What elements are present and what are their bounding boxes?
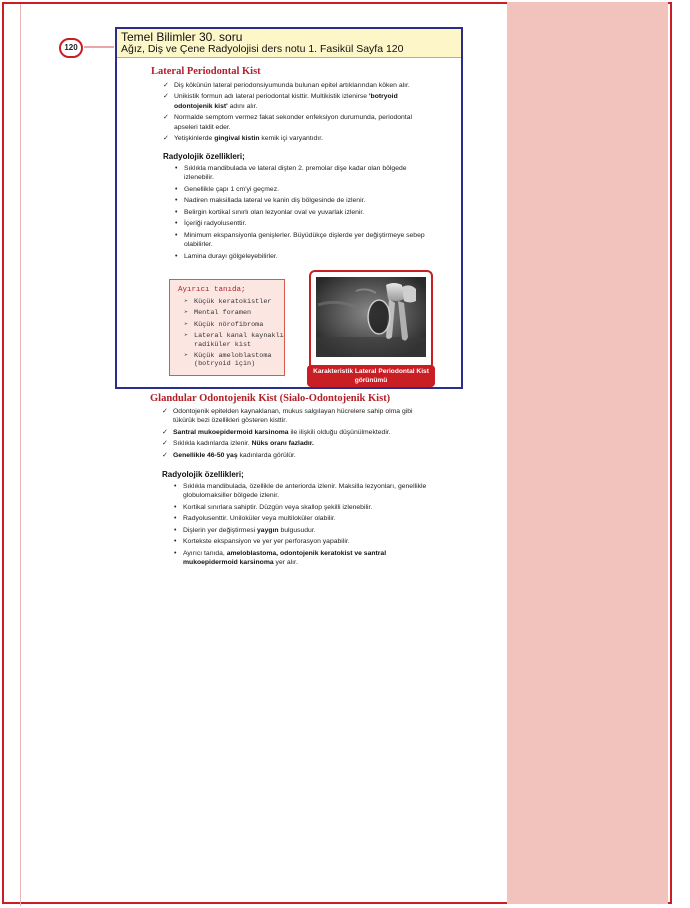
- check-icon: ✓: [162, 451, 168, 459]
- list-item: • Minimum ekspansiyonla genişlerler. Büyüdükçe dişlerde yer değiştirmeye sebep olabilirler.: [175, 231, 425, 249]
- bullet-icon: •: [174, 515, 177, 523]
- overlay-title: Temel Bilimler 30. soru: [121, 30, 243, 44]
- check-icon: ✓: [163, 135, 169, 143]
- check-icon: ✓: [162, 428, 168, 436]
- lateral-radio-list: [173, 164, 435, 263]
- list-item: • Belirgin kortikal sınırlı olan lezyonlar oval ve yuvarlak izlenir.: [175, 208, 365, 216]
- overlay-subtitle: Ağız, Diş ve Çene Radyolojisi ders notu 1. Fasikül Sayfa 120: [121, 43, 404, 55]
- list-item: • Sıklıkla mandibulada, özellikle de anteriorda izlenir. Maksilla lezyonları, genellikle globulomaksiller bölgede izlenir.: [174, 483, 427, 500]
- differential-list: [184, 298, 284, 372]
- arrow-icon: ➢: [184, 309, 189, 318]
- list-item: ✓ Normalde semptom vermez fakat sekonder enfeksiyon durumunda, periodontal apseleri taklit eder.: [163, 114, 413, 131]
- bullet-icon: •: [175, 165, 178, 172]
- list-item: • Sıklıkla mandibulada ve lateral dişten 2. premolar dişe kadar olan bölgede izlenebilir.: [175, 165, 407, 182]
- list-item: • Dişlerin yer değiştirmesi yaygın bulgusudur.: [174, 526, 316, 534]
- check-icon: ✓: [162, 408, 168, 415]
- check-icon: ✓: [162, 440, 168, 448]
- list-item: • İçeriği radyolusenttir.: [175, 220, 247, 228]
- bullet-icon: •: [174, 538, 177, 546]
- list-item: ➢ Lateral kanal kaynaklı radiküler kist: [184, 332, 284, 349]
- bullet-icon: •: [175, 231, 178, 239]
- list-item: • Genellikle çapı 1 cm'yi geçmez.: [175, 185, 279, 193]
- list-item: ✓ Odontojenik epitelden kaynaklanan, mukus salgılayan hücrelere sahip olma gibi tükürük bezi özellikleri gösteren kisttir.: [162, 408, 413, 425]
- list-item: ✓ Diş kökünün lateral periodonsiyumunda bulunan epitel artıklarından köken alır.: [163, 82, 410, 89]
- list-item: ➢ Küçük keratokistler: [184, 298, 272, 306]
- bullet-icon: •: [175, 220, 178, 228]
- glandular-radio-heading: Radyolojik özellikleri;: [162, 470, 244, 479]
- overlay-header: [117, 29, 461, 58]
- list-item: ✓ Yetişkinlerde gingival kistin kemik içi varyantıdır.: [163, 135, 323, 143]
- arrow-icon: ➢: [184, 298, 189, 306]
- bullet-icon: •: [174, 483, 177, 490]
- page-number-rule: [84, 46, 114, 48]
- list-item: • Ayırıcı tanıda, ameloblastoma, odontojenik keratokist ve santral mukoepidermoid karsinoma yer alır.: [174, 549, 387, 567]
- bullet-icon: •: [174, 503, 177, 511]
- margin-line: [20, 4, 21, 906]
- glandular-radio-list: [172, 482, 434, 570]
- lateral-heading: Lateral Periodontal Kist: [151, 66, 261, 77]
- xray-caption: Karakteristik Lateral Periodontal Kist görünümü: [307, 365, 435, 387]
- list-item: ➢ Küçük nörofibroma: [184, 320, 264, 329]
- list-item: • Radyolusenttir. Uniloküler veya multiloküler olabilir.: [174, 515, 336, 523]
- bullet-icon: •: [174, 549, 177, 557]
- xray-figure: [309, 270, 433, 370]
- list-item: ✓ Genellikle 46-50 yaş kadınlarda görülür.: [162, 451, 296, 459]
- list-item: ✓ Santral mukoepidermoid karsinoma ile ilişkili olduğu düşünülmektedir.: [162, 428, 391, 436]
- arrow-icon: ➢: [184, 332, 189, 341]
- page-number: 120: [59, 38, 83, 58]
- arrow-icon: ➢: [184, 352, 189, 361]
- check-icon: ✓: [163, 82, 169, 89]
- glandular-heading: Glandular Odontojenik Kist (Sialo-Odontojenik Kist): [150, 393, 391, 404]
- bullet-icon: •: [175, 197, 178, 205]
- check-icon: ✓: [163, 114, 169, 122]
- side-panel: [507, 2, 668, 904]
- differential-box: [169, 279, 285, 376]
- lateral-list: [163, 81, 433, 146]
- list-item: ✓ Unikistik formun adı lateral periodontal kisttir. Multikistik izlenirse 'botryoid odontojenik kist' adını alır.: [163, 93, 398, 110]
- list-item: ➢ Küçük ameloblastoma (botryoid için): [184, 352, 272, 369]
- list-item: • Lamina durayı gölgeleyebilirler.: [175, 252, 278, 260]
- list-item: • Kortikal sınırlara sahiptir. Düzgün veya skallop şekilli izlenebilir.: [174, 503, 373, 511]
- differential-title: Ayırıcı tanıda;: [178, 286, 246, 294]
- arrow-icon: ➢: [184, 320, 189, 329]
- bullet-icon: •: [175, 185, 178, 193]
- list-item: ✓ Sıklıkla kadınlarda izlenir. Nüks oranı fazladır.: [162, 440, 314, 448]
- bullet-icon: •: [174, 526, 177, 534]
- glandular-list: [162, 407, 434, 462]
- question-overlay: [115, 27, 463, 389]
- dental-xray-image: [316, 277, 426, 357]
- list-item: ➢ Mental foramen: [184, 309, 252, 318]
- list-item: • Kortekste ekspansiyon ve yer yer perforasyon yapabilir.: [174, 538, 350, 546]
- list-item: • Nadiren maksillada lateral ve kanin diş bölgesinde de izlenir.: [175, 197, 366, 205]
- bullet-icon: •: [175, 252, 178, 260]
- lateral-radio-heading: Radyolojik özellikleri;: [163, 152, 245, 161]
- bullet-icon: •: [175, 208, 178, 216]
- check-icon: ✓: [163, 93, 169, 101]
